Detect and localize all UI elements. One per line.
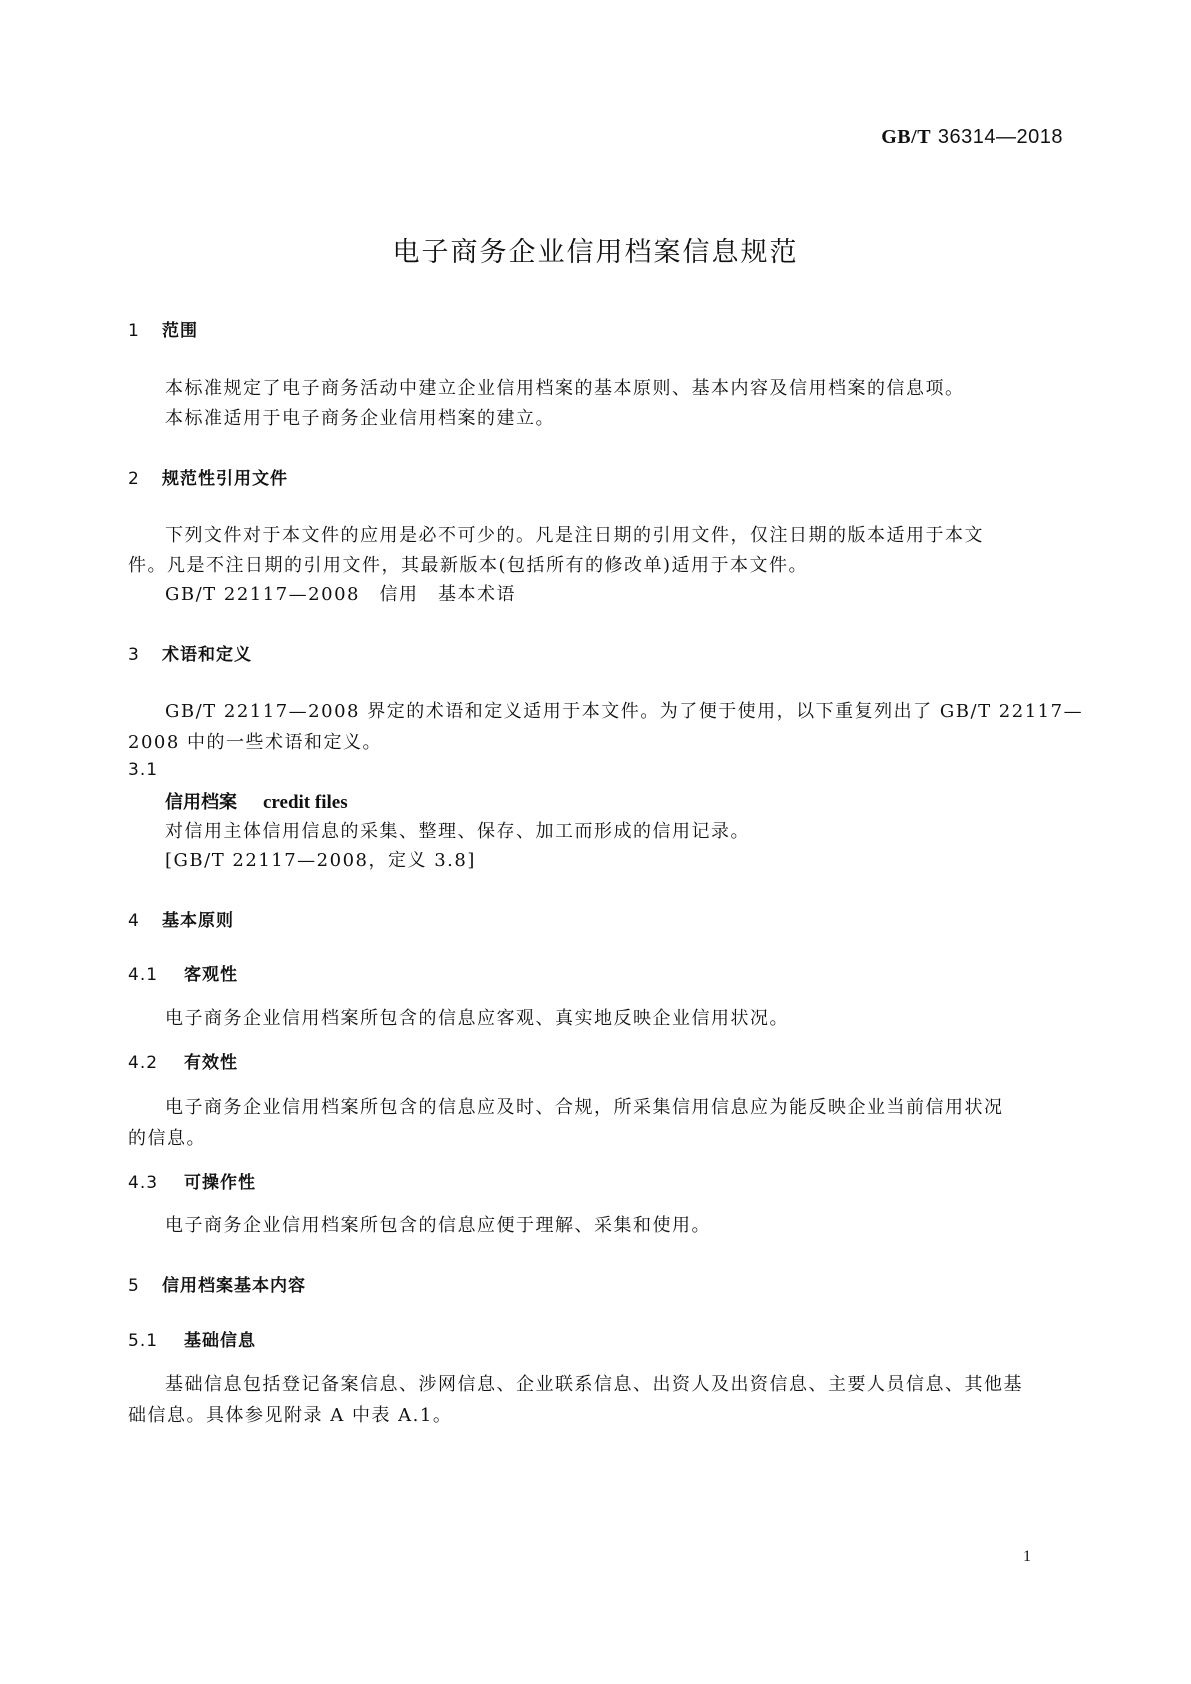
term-en: credit files (263, 792, 348, 813)
standard-prefix: GB/T (881, 126, 932, 148)
section-5-heading (128, 1271, 306, 1296)
term-definition: 对信用主体信用信息的采集、整理、保存、加工而形成的信用记录。 (165, 821, 750, 842)
section-3-heading (128, 640, 252, 665)
section-number: 4 (128, 911, 140, 931)
standard-code (881, 124, 1063, 149)
section-4-heading (128, 906, 234, 931)
normative-reference: GB/T 22117—2008 信用 基本术语 (165, 584, 516, 605)
paragraph: 本标准适用于电子商务企业信用档案的建立。 (165, 408, 555, 429)
subsection-number: 4.2 (128, 1053, 159, 1073)
section-title: 规范性引用文件 (162, 469, 288, 489)
paragraph: 电子商务企业信用档案所包含的信息应及时、合规，所采集信用信息应为能反映企业当前信用状况 (165, 1097, 1004, 1118)
standard-number: 36314—2018 (937, 126, 1063, 148)
subsection-title: 可操作性 (184, 1173, 256, 1193)
paragraph: 础信息。具体参见附录 A 中表 A.1。 (128, 1405, 453, 1426)
section-number: 1 (128, 321, 140, 341)
section-number: 3 (128, 645, 140, 665)
term-number: 3.1 (128, 760, 159, 780)
paragraph: 本标准规定了电子商务活动中建立企业信用档案的基本原则、基本内容及信用档案的信息项。 (165, 378, 965, 399)
page-number: 1 (1023, 1548, 1031, 1565)
paragraph: 电子商务企业信用档案所包含的信息应客观、真实地反映企业信用状况。 (165, 1008, 789, 1029)
section-2-heading (128, 464, 288, 489)
section-number: 2 (128, 469, 140, 489)
section-number: 5 (128, 1276, 140, 1296)
section-title: 基本原则 (162, 911, 234, 931)
subsection-title: 基础信息 (184, 1331, 256, 1351)
subsection-5-1-heading (128, 1326, 256, 1351)
subsection-4-2-heading (128, 1048, 238, 1073)
term-source: [GB/T 22117—2008，定义 3.8] (165, 850, 476, 871)
paragraph: 电子商务企业信用档案所包含的信息应便于理解、采集和使用。 (165, 1215, 711, 1236)
section-title: 术语和定义 (162, 645, 252, 665)
paragraph: 件。凡是不注日期的引用文件，其最新版本(包括所有的修改单)适用于本文件。 (128, 555, 809, 576)
subsection-title: 客观性 (184, 965, 238, 985)
section-title: 范围 (162, 321, 198, 341)
subsection-4-3-heading (128, 1168, 256, 1193)
subsection-4-1-heading (128, 960, 238, 985)
paragraph: GB/T 22117—2008 界定的术语和定义适用于本文件。为了便于使用，以下重复列出了 GB/T 22117— (165, 701, 1084, 722)
paragraph: 的信息。 (128, 1128, 206, 1149)
paragraph: 下列文件对于本文件的应用是必不可少的。凡是注日期的引用文件，仅注日期的版本适用于本文 (165, 525, 984, 546)
subsection-title: 有效性 (184, 1053, 238, 1073)
section-title: 信用档案基本内容 (162, 1276, 306, 1296)
term-entry (165, 788, 348, 814)
document-title: 电子商务企业信用档案信息规范 (392, 237, 799, 268)
paragraph: 2008 中的一些术语和定义。 (128, 732, 383, 753)
subsection-number: 4.1 (128, 965, 159, 985)
subsection-number: 5.1 (128, 1331, 159, 1351)
section-1-heading (128, 316, 198, 341)
subsection-number: 4.3 (128, 1173, 159, 1193)
term-zh: 信用档案 (165, 792, 237, 813)
paragraph: 基础信息包括登记备案信息、涉网信息、企业联系信息、出资人及出资信息、主要人员信息、其他基 (165, 1374, 1023, 1395)
